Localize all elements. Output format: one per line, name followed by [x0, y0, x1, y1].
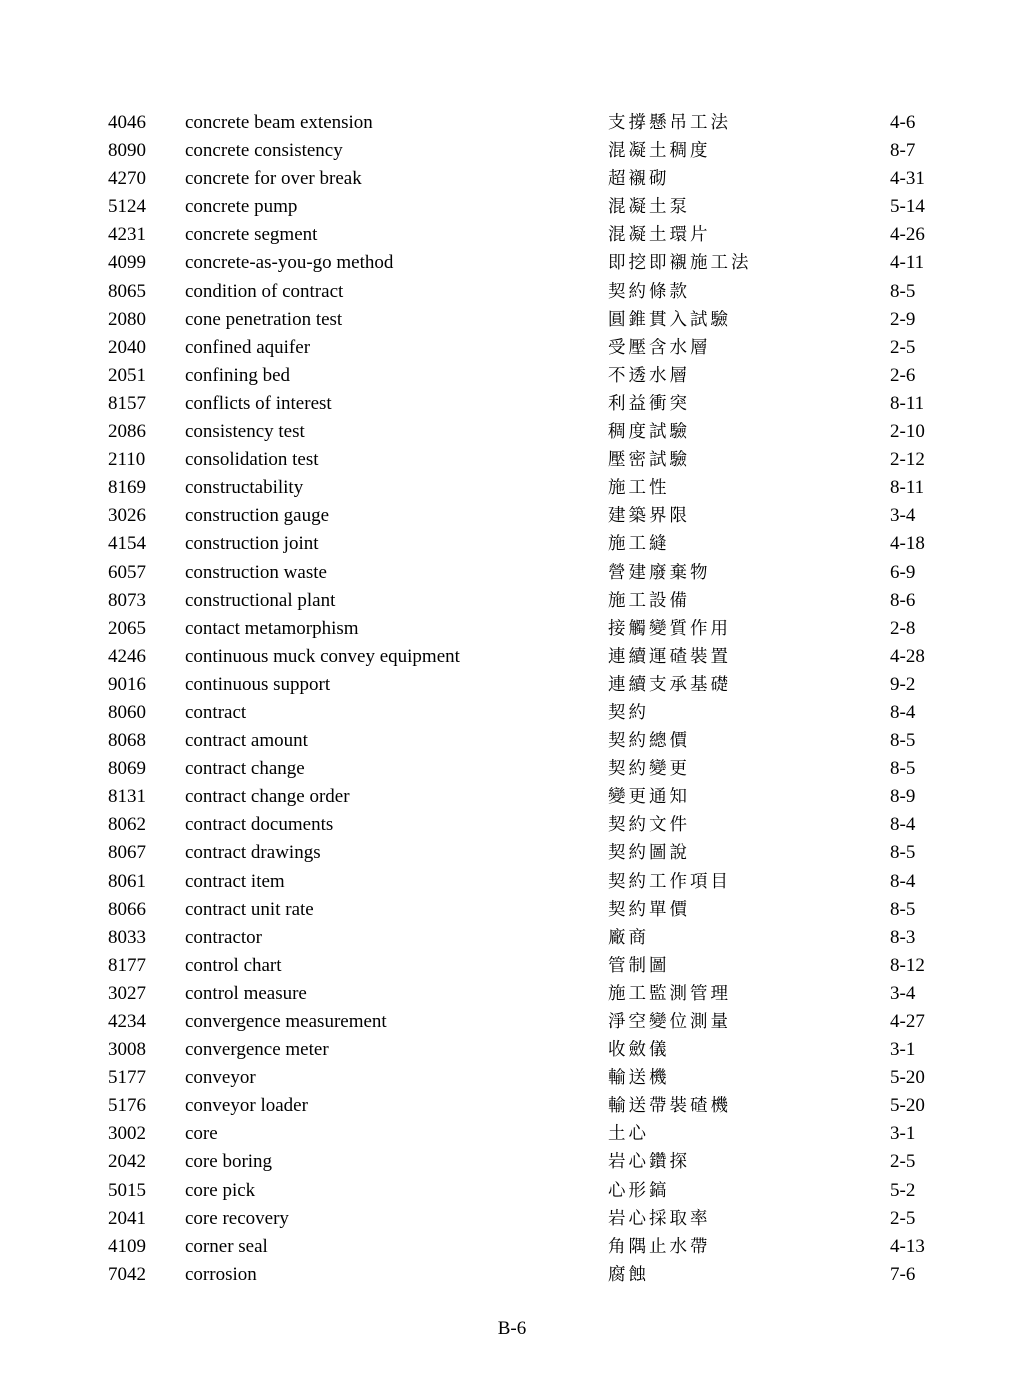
- entry-code: 2110: [108, 449, 146, 471]
- entry-chinese-term: 營建廢棄物: [608, 562, 711, 583]
- glossary-row: [0, 755, 1024, 783]
- entry-code: 5124: [108, 196, 146, 218]
- entry-chinese-term: 腐蝕: [608, 1264, 649, 1285]
- entry-section: 4-18: [890, 533, 925, 555]
- glossary-row: [0, 1064, 1024, 1092]
- entry-term: cone penetration test: [185, 308, 343, 330]
- entry-code: 8169: [108, 477, 146, 499]
- entry-chinese-term: 契約文件: [608, 815, 690, 836]
- entry-section: 4-31: [890, 168, 925, 190]
- entry-section: 8-4: [890, 814, 916, 836]
- entry-section: 7-6: [890, 1263, 916, 1285]
- glossary-row: [0, 1092, 1024, 1120]
- entry-section: 8-7: [890, 140, 916, 162]
- entry-section: 6-9: [890, 561, 916, 583]
- entry-term: concrete segment: [185, 224, 318, 246]
- entry-chinese-term: 心形鎬: [608, 1180, 670, 1201]
- entry-section: 8-6: [890, 589, 916, 611]
- entry-section: 8-5: [890, 730, 916, 752]
- entry-section: 2-5: [890, 336, 916, 358]
- entry-code: 6057: [108, 561, 146, 583]
- entry-term: contact metamorphism: [185, 617, 359, 639]
- glossary-row: [0, 137, 1024, 165]
- glossary-row: [0, 474, 1024, 502]
- entry-term: contract change: [185, 758, 305, 780]
- entry-code: 2040: [108, 336, 146, 358]
- entry-code: 8069: [108, 758, 146, 780]
- entry-term: contract unit rate: [185, 898, 314, 920]
- entry-term: construction waste: [185, 561, 327, 583]
- entry-code: 2042: [108, 1151, 146, 1173]
- entry-code: 8090: [108, 140, 146, 162]
- entry-term: core boring: [185, 1151, 273, 1173]
- entry-section: 2-12: [890, 449, 925, 471]
- entry-chinese-term: 契約條款: [608, 281, 690, 302]
- entry-chinese-term: 支撐懸吊工法: [608, 113, 731, 133]
- glossary-row: [0, 615, 1024, 643]
- entry-term: control chart: [185, 954, 282, 976]
- entry-code: 8067: [108, 842, 146, 864]
- entry-section: 8-5: [890, 842, 916, 864]
- glossary-row: [0, 980, 1024, 1008]
- glossary-table: [0, 109, 1024, 1289]
- entry-code: 5015: [108, 1179, 146, 1201]
- glossary-row: [0, 1036, 1024, 1064]
- entry-section: 2-8: [890, 617, 916, 639]
- entry-chinese-term: 契約單價: [608, 899, 690, 920]
- glossary-row: [0, 390, 1024, 418]
- entry-term: contract item: [185, 870, 285, 892]
- entry-code: 2051: [108, 364, 146, 386]
- entry-code: 8073: [108, 589, 146, 611]
- entry-section: 2-10: [890, 421, 925, 443]
- entry-chinese-term: 混凝土泵: [608, 197, 690, 218]
- entry-term: control measure: [185, 982, 307, 1004]
- glossary-row: [0, 559, 1024, 587]
- entry-section: 4-6: [890, 112, 916, 133]
- entry-term: conveyor: [185, 1067, 256, 1089]
- entry-chinese-term: 圓錐貫入試驗: [608, 309, 731, 330]
- glossary-row: [0, 530, 1024, 558]
- entry-section: 2-6: [890, 364, 916, 386]
- entry-term: confining bed: [185, 364, 291, 386]
- entry-chinese-term: 接觸變質作用: [608, 618, 731, 639]
- entry-chinese-term: 連續支承基礎: [608, 674, 731, 695]
- entry-chinese-term: 受壓含水層: [608, 337, 711, 358]
- entry-code: 4109: [108, 1235, 146, 1257]
- entry-chinese-term: 輸送機: [608, 1068, 670, 1089]
- entry-term: confined aquifer: [185, 336, 311, 358]
- entry-section: 4-11: [890, 252, 925, 274]
- entry-code: 3008: [108, 1039, 146, 1061]
- entry-chinese-term: 建築界限: [608, 506, 690, 527]
- entry-chinese-term: 土心: [608, 1124, 649, 1145]
- entry-chinese-term: 施工設備: [608, 590, 690, 611]
- entry-chinese-term: 施工縫: [608, 534, 670, 555]
- entry-term: condition of contract: [185, 280, 344, 302]
- entry-code: 8131: [108, 786, 146, 808]
- glossary-row: [0, 839, 1024, 867]
- glossary-row: [0, 1008, 1024, 1036]
- entry-section: 5-14: [890, 196, 925, 218]
- entry-code: 5177: [108, 1067, 146, 1089]
- entry-term: concrete pump: [185, 196, 298, 218]
- entry-section: 9-2: [890, 673, 916, 695]
- entry-section: 4-13: [890, 1235, 925, 1257]
- entry-chinese-term: 岩心鑽探: [608, 1152, 690, 1173]
- glossary-row: [0, 868, 1024, 896]
- entry-code: 8062: [108, 814, 146, 836]
- entry-term: consolidation test: [185, 449, 319, 471]
- entry-chinese-term: 契約變更: [608, 759, 690, 780]
- entry-term: concrete consistency: [185, 140, 343, 162]
- glossary-row: [0, 334, 1024, 362]
- entry-section: 5-20: [890, 1095, 925, 1117]
- glossary-row: [0, 924, 1024, 952]
- glossary-row: [0, 278, 1024, 306]
- entry-term: contract: [185, 701, 247, 723]
- entry-term: contract documents: [185, 814, 334, 836]
- entry-code: 8060: [108, 701, 146, 723]
- entry-chinese-term: 稠度試驗: [608, 422, 690, 443]
- glossary-row: [0, 1261, 1024, 1289]
- entry-chinese-term: 淨空變位測量: [608, 1012, 731, 1032]
- entry-code: 8065: [108, 280, 146, 302]
- entry-term: contract amount: [185, 730, 308, 752]
- entry-section: 8-5: [890, 758, 916, 780]
- entry-code: 8061: [108, 870, 146, 892]
- entry-term: constructional plant: [185, 589, 336, 611]
- entry-section: 5-20: [890, 1067, 925, 1089]
- glossary-row: [0, 165, 1024, 193]
- entry-term: concrete for over break: [185, 168, 362, 190]
- glossary-row: [0, 446, 1024, 474]
- entry-section: 8-5: [890, 280, 916, 302]
- glossary-row: [0, 249, 1024, 277]
- entry-term: continuous muck convey equipment: [185, 645, 460, 667]
- entry-term: concrete-as-you-go method: [185, 252, 394, 274]
- entry-code: 7042: [108, 1263, 146, 1285]
- entry-code: 5176: [108, 1095, 146, 1117]
- glossary-row: [0, 418, 1024, 446]
- glossary-row: [0, 306, 1024, 334]
- entry-code: 4234: [108, 1011, 146, 1032]
- entry-code: 4231: [108, 224, 146, 246]
- entry-chinese-term: 管制圖: [608, 955, 670, 976]
- entry-chinese-term: 混凝土環片: [608, 225, 711, 246]
- entry-chinese-term: 角隅止水帶: [608, 1236, 711, 1257]
- glossary-row: [0, 952, 1024, 980]
- entry-chinese-term: 契約工作項目: [608, 871, 731, 892]
- entry-term: core pick: [185, 1179, 256, 1201]
- entry-chinese-term: 收斂儀: [608, 1040, 670, 1061]
- entry-term: construction gauge: [185, 505, 330, 527]
- entry-section: 8-3: [890, 926, 916, 948]
- entry-term: contract change order: [185, 786, 350, 808]
- glossary-row: [0, 109, 1024, 137]
- entry-section: 4-26: [890, 224, 925, 246]
- entry-chinese-term: 契約: [608, 702, 649, 723]
- entry-code: 3026: [108, 505, 146, 527]
- entry-section: 2-5: [890, 1207, 916, 1229]
- entry-chinese-term: 施工監測管理: [608, 983, 731, 1004]
- entry-term: contractor: [185, 926, 263, 948]
- glossary-row: [0, 783, 1024, 811]
- entry-code: 8033: [108, 926, 146, 948]
- glossary-row: [0, 671, 1024, 699]
- glossary-row: [0, 811, 1024, 839]
- entry-term: conveyor loader: [185, 1095, 308, 1117]
- entry-section: 8-12: [890, 954, 925, 976]
- entry-chinese-term: 混凝土稠度: [608, 141, 711, 162]
- entry-code: 8068: [108, 730, 146, 752]
- glossary-row: [0, 221, 1024, 249]
- entry-section: 2-5: [890, 1151, 916, 1173]
- entry-section: 3-1: [890, 1123, 916, 1145]
- entry-code: 4046: [108, 112, 146, 133]
- glossary-row: [0, 643, 1024, 671]
- entry-chinese-term: 施工性: [608, 478, 670, 499]
- entry-term: contract drawings: [185, 842, 321, 864]
- entry-code: 3027: [108, 982, 146, 1004]
- entry-code: 2080: [108, 308, 146, 330]
- entry-term: concrete beam extension: [185, 112, 373, 133]
- entry-section: 8-11: [890, 392, 925, 414]
- glossary-row: [0, 699, 1024, 727]
- entry-chinese-term: 不透水層: [608, 365, 690, 386]
- glossary-row: [0, 896, 1024, 924]
- entry-section: 8-5: [890, 898, 916, 920]
- entry-chinese-term: 變更通知: [608, 787, 690, 808]
- glossary-row: [0, 1148, 1024, 1176]
- page-number: B-6: [497, 1318, 527, 1339]
- entry-chinese-term: 連續運碴裝置: [608, 646, 731, 667]
- entry-section: 3-4: [890, 505, 916, 527]
- glossary-row: [0, 193, 1024, 221]
- entry-code: 2086: [108, 421, 146, 443]
- entry-section: 3-4: [890, 982, 916, 1004]
- entry-code: 8177: [108, 954, 146, 976]
- entry-term: convergence measurement: [185, 1011, 387, 1032]
- entry-chinese-term: 契約圖說: [608, 843, 690, 864]
- entry-code: 8066: [108, 898, 146, 920]
- entry-chinese-term: 即挖即襯施工法: [608, 253, 752, 274]
- entry-section: 3-1: [890, 1039, 916, 1061]
- entry-code: 4099: [108, 252, 146, 274]
- glossary-row: [0, 587, 1024, 615]
- entry-code: 2041: [108, 1207, 146, 1229]
- entry-term: corner seal: [185, 1235, 268, 1257]
- glossary-row: [0, 362, 1024, 390]
- entry-chinese-term: 壓密試驗: [608, 450, 690, 471]
- entry-code: 4154: [108, 533, 146, 555]
- entry-term: core: [185, 1123, 218, 1145]
- entry-section: 8-4: [890, 701, 916, 723]
- entry-section: 8-9: [890, 786, 916, 808]
- entry-code: 8157: [108, 392, 146, 414]
- glossary-row: [0, 1233, 1024, 1261]
- entry-section: 5-2: [890, 1179, 916, 1201]
- entry-section: 4-27: [890, 1011, 925, 1032]
- entry-code: 4246: [108, 645, 146, 667]
- entry-chinese-term: 輸送帶裝碴機: [608, 1096, 731, 1117]
- entry-term: conflicts of interest: [185, 392, 332, 414]
- glossary-row: [0, 1205, 1024, 1233]
- entry-term: consistency test: [185, 421, 305, 443]
- entry-term: convergence meter: [185, 1039, 329, 1061]
- entry-chinese-term: 超襯砌: [608, 169, 670, 190]
- glossary-row: [0, 727, 1024, 755]
- entry-code: 3002: [108, 1123, 146, 1145]
- entry-code: 2065: [108, 617, 146, 639]
- entry-chinese-term: 利益衝突: [608, 393, 690, 414]
- entry-term: construction joint: [185, 533, 319, 555]
- entry-section: 8-4: [890, 870, 916, 892]
- entry-chinese-term: 廠商: [608, 927, 649, 948]
- entry-section: 4-28: [890, 645, 925, 667]
- entry-term: continuous support: [185, 673, 331, 695]
- entry-chinese-term: 岩心採取率: [608, 1208, 711, 1229]
- glossary-row: [0, 1120, 1024, 1148]
- entry-term: core recovery: [185, 1207, 289, 1229]
- entry-code: 4270: [108, 168, 146, 190]
- entry-term: constructability: [185, 477, 304, 499]
- entry-section: 8-11: [890, 477, 925, 499]
- entry-code: 9016: [108, 673, 146, 695]
- glossary-row: [0, 1177, 1024, 1205]
- entry-section: 2-9: [890, 308, 916, 330]
- entry-chinese-term: 契約總價: [608, 731, 690, 752]
- entry-term: corrosion: [185, 1263, 257, 1285]
- glossary-row: [0, 502, 1024, 530]
